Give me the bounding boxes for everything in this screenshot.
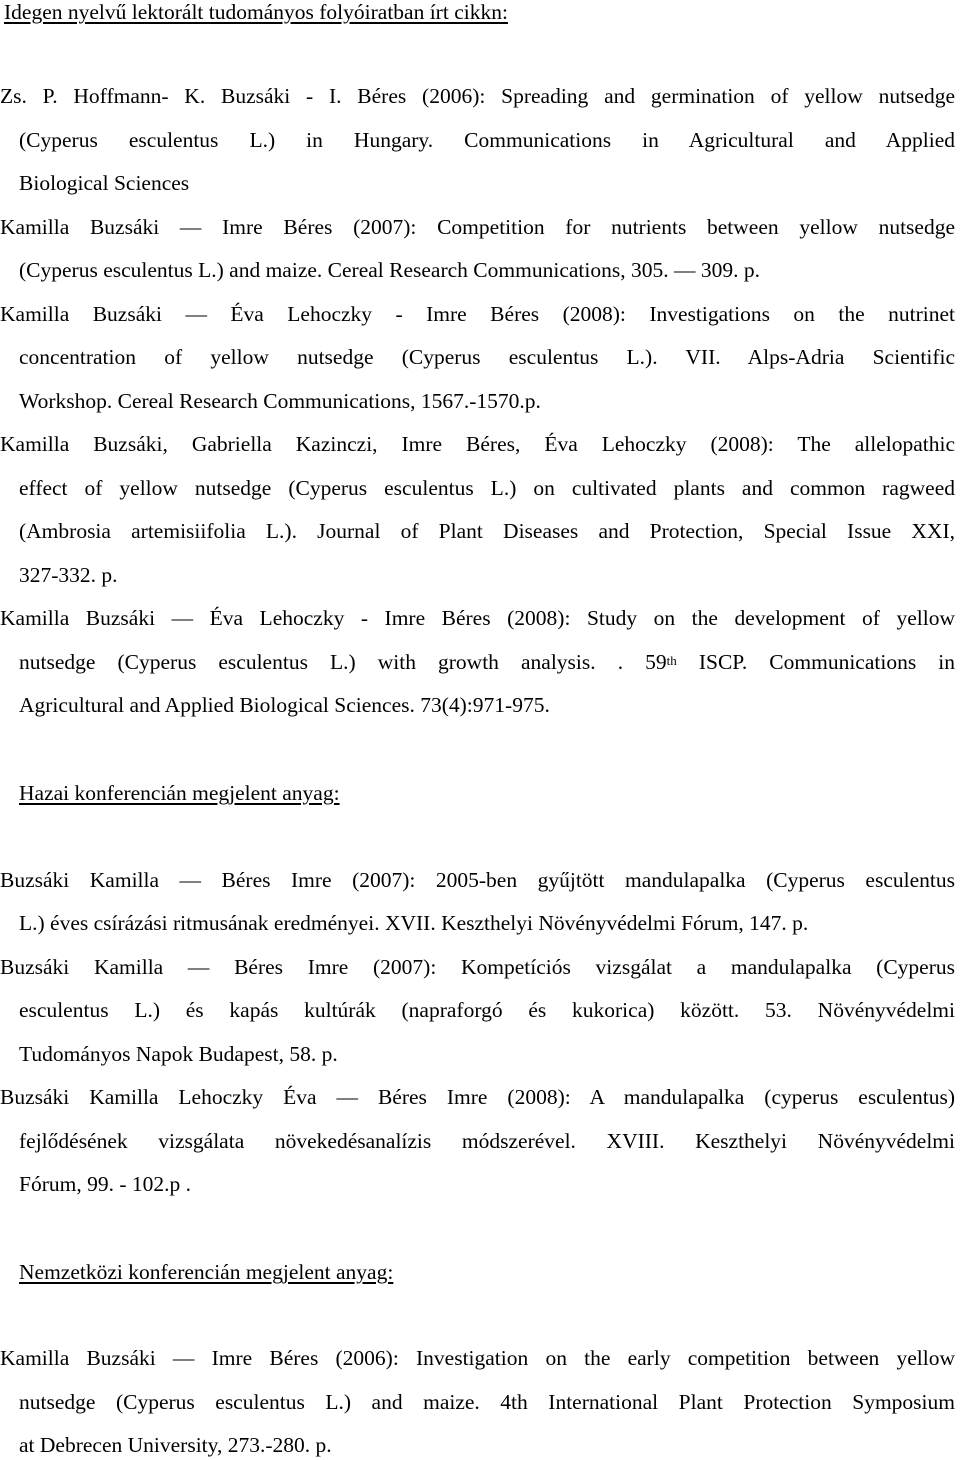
- entry-line: Biological Sciences: [19, 171, 190, 195]
- section-heading-international: Nemzetközi konferencián megjelent anyag:: [19, 1260, 394, 1284]
- section-heading-domestic: Hazai konferencián megjelent anyag:: [19, 781, 340, 805]
- entry-line: 327-332. p.: [19, 563, 118, 587]
- entry-line: Buzsáki Kamilla Lehoczky Éva ― Béres Imre (2008): A mandulapalka (cyperus esculentus): [0, 1085, 955, 1109]
- section-heading-lectored: Idegen nyelvű lektorált tudományos folyóiratban írt cikkn:: [4, 0, 508, 24]
- entry-line: nutsedge (Cyperus esculentus L.) and maize. 4th International Plant Protection Symposium: [19, 1390, 955, 1414]
- entry-line: L.) éves csírázási ritmusának eredményei. XVII. Keszthelyi Növényvédelmi Fórum, 147. p.: [19, 911, 809, 935]
- entry-line: Agricultural and Applied Biological Sciences. 73(4):971-975.: [19, 693, 550, 717]
- entry-line: Zs. P. Hoffmann- K. Buzsáki - I. Béres (2006): Spreading and germination of yellow nutsedge: [0, 84, 955, 108]
- entry-line-text: nutsedge (Cyperus esculentus L.) with growth analysis. . 59: [19, 650, 667, 674]
- entry-line: concentration of yellow nutsedge (Cyperus esculentus L.). VII. Alps-Adria Scientific: [19, 345, 955, 369]
- entry-line: [19, 647, 955, 677]
- entry-line: Kamilla Buzsáki ― Éva Lehoczky - Imre Béres (2008): Study on the development of yellow: [0, 606, 955, 630]
- entry-line: Buzsáki Kamilla ― Béres Imre (2007): 2005-ben gyűjtött mandulapalka (Cyperus esculentus: [0, 868, 955, 892]
- entry-line: Kamilla Buzsáki ― Éva Lehoczky - Imre Béres (2008): Investigations on the nutrinet: [0, 302, 955, 326]
- entry-line: Kamilla Buzsáki ― Imre Béres (2006): Investigation on the early competition between yellow: [0, 1346, 955, 1370]
- entry-line: (Cyperus esculentus L.) in Hungary. Communications in Agricultural and Applied: [19, 128, 955, 152]
- entry-line: Tudományos Napok Budapest, 58. p.: [19, 1042, 338, 1066]
- entry-line: Kamilla Buzsáki, Gabriella Kazinczi, Imre Béres, Éva Lehoczky (2008): The allelopathic: [0, 432, 955, 456]
- entry-line: at Debrecen University, 273.-280. p.: [19, 1433, 332, 1457]
- entry-line: (Ambrosia artemisiifolia L.). Journal of Plant Diseases and Protection, Special Issue XXI,: [19, 519, 955, 543]
- entry-line: Workshop. Cereal Research Communications, 1567.-1570.p.: [19, 389, 541, 413]
- entry-line: esculentus L.) és kapás kultúrák (napraforgó és kukorica) között. 53. Növényvédelmi: [19, 998, 955, 1022]
- entry-line: effect of yellow nutsedge (Cyperus esculentus L.) on cultivated plants and common ragweed: [19, 476, 955, 500]
- entry-line: Kamilla Buzsáki ― Imre Béres (2007): Competition for nutrients between yellow nutsedge: [0, 215, 955, 239]
- entry-line: (Cyperus esculentus L.) and maize. Cereal Research Communications, 305. ― 309. p.: [19, 258, 760, 282]
- entry-line: Buzsáki Kamilla ― Béres Imre (2007): Kompetíciós vizsgálat a mandulapalka (Cyperus: [0, 955, 955, 979]
- entry-line: fejlődésének vizsgálata növekedésanalízis módszerével. XVIII. Keszthelyi Növényvédelmi: [19, 1129, 955, 1153]
- entry-line-text: ISCP. Communications in: [676, 650, 955, 674]
- ordinal-superscript: th: [666, 653, 677, 668]
- entry-line: Fórum, 99. - 102.p .: [19, 1172, 191, 1196]
